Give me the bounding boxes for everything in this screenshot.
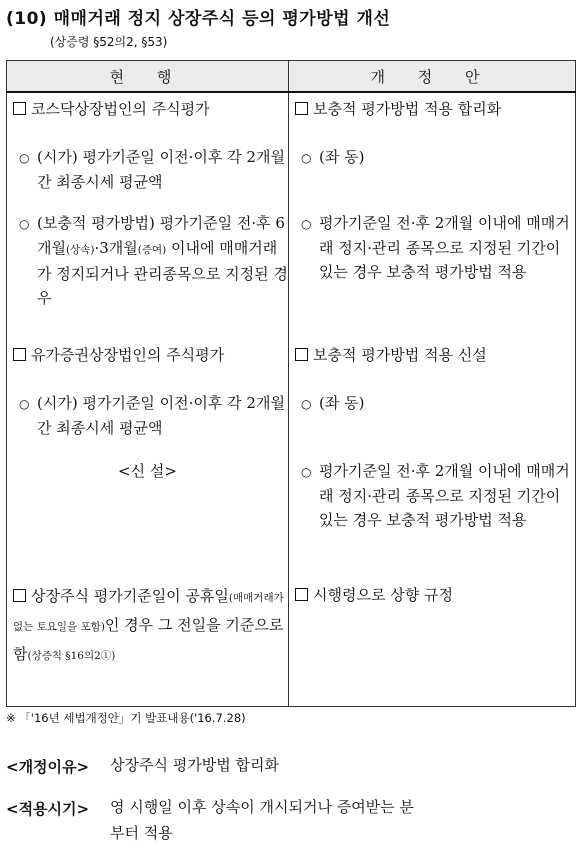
paren-note: (매매거래가 없는 토요일을 포함) — [13, 592, 284, 633]
table-body-row — [7, 92, 576, 707]
proposed-kospi-supplementary — [289, 459, 575, 532]
circle-bullet-icon: ○ — [301, 151, 312, 165]
comparison-table — [6, 60, 576, 707]
circle-bullet-icon: ○ — [301, 465, 312, 479]
checkbox-square-icon — [13, 589, 26, 602]
inheritance-note: (상속) — [65, 244, 95, 256]
heading-text: 보충적 평가방법 적용 합리화 — [313, 100, 502, 118]
item-text: (시가) 평가기준일 이전·이후 각 2개월간 최종시세 평균액 — [37, 394, 285, 437]
current-kospi-heading — [7, 343, 288, 367]
announcement-note: ※ 「'16년 세법개정안」기 발표내용('16.7.28) — [6, 711, 246, 725]
current-kosdaq-market-price — [7, 145, 288, 194]
item-text: 평가기준일 전·후 2개월 이내에 매매거래 정지·관리 종목으로 지정된 기간이 있는 경우 보충적 평가방법 적용 — [319, 462, 570, 529]
current-column — [7, 92, 289, 707]
current-kosdaq-supplementary — [7, 211, 288, 310]
table-header-row — [7, 61, 576, 93]
checkbox-square-icon — [295, 348, 308, 361]
header-current: 현 행 — [7, 61, 289, 93]
checkbox-square-icon — [295, 588, 308, 601]
item-text: 이내에 매매거래가 정지되거나 관리종목으로 지정된 경우 — [37, 239, 288, 307]
reason-text: 상장주식 평가방법 합리화 — [110, 756, 279, 774]
section-title: (10) 매매거래 정지 상장주식 등의 평가방법 개선 — [6, 9, 391, 29]
checkbox-square-icon — [13, 102, 26, 115]
item-text: (좌 동) — [319, 148, 365, 166]
legal-reference: (상증령 §52의2, §53) — [50, 35, 168, 49]
item-text: 평가기준일 전·후 2개월 이내에 매매거래 정지·관리 종목으로 지정된 기간이 있는 경우 보충적 평가방법 적용 — [319, 214, 570, 281]
proposed-holiday-rule — [289, 583, 575, 607]
circle-bullet-icon: ○ — [301, 397, 312, 411]
effective-date-text-cont: 부터 적용 — [110, 824, 173, 842]
current-kosdaq-heading — [7, 97, 288, 121]
item-text: 상장주식 평가기준일이 공휴일 — [31, 587, 229, 605]
checkbox-square-icon — [295, 102, 308, 115]
current-kospi-market-price — [7, 391, 288, 440]
circle-bullet-icon: ○ — [19, 151, 30, 165]
header-proposed: 개 정 안 — [289, 61, 576, 93]
proposed-kosdaq-supplementary — [289, 211, 575, 284]
item-text: (시가) 평가기준일 이전·이후 각 2개월간 최종시세 평균액 — [37, 148, 285, 191]
rule-reference: (상증칙 §16의2①) — [27, 650, 116, 662]
effective-date-label: <적용시기> — [6, 800, 90, 818]
circle-bullet-icon: ○ — [19, 217, 30, 231]
new-provision-mark: <신 설> — [118, 462, 177, 480]
heading-text: 보충적 평가방법 적용 신설 — [313, 346, 487, 364]
item-text: (보충적 평가방법) 평가기준일 전·후 6개월 — [37, 214, 285, 257]
heading-text: 유가증권상장법인의 주식평가 — [31, 346, 225, 364]
effective-date-text: 영 시행일 이후 상속이 개시되거나 증여받는 분 — [110, 798, 414, 816]
item-text: ·3개월 — [94, 239, 138, 257]
item-text: 시행령으로 상향 규정 — [313, 586, 453, 604]
proposed-kospi-same — [289, 391, 575, 416]
proposed-kosdaq-heading — [289, 97, 575, 121]
circle-bullet-icon: ○ — [19, 397, 30, 411]
gift-note: (증여) — [137, 244, 167, 256]
item-text: (좌 동) — [319, 394, 365, 412]
proposed-column — [289, 92, 576, 707]
reason-label: <개정이유> — [6, 758, 90, 776]
current-holiday-rule — [7, 583, 288, 670]
proposed-kospi-heading — [289, 343, 575, 367]
heading-text: 코스닥상장법인의 주식평가 — [31, 100, 210, 118]
circle-bullet-icon: ○ — [301, 217, 312, 231]
proposed-kosdaq-same — [289, 145, 575, 170]
checkbox-square-icon — [13, 348, 26, 361]
item-text: 인 경우 그 전일을 기준으로 함 — [13, 616, 284, 663]
